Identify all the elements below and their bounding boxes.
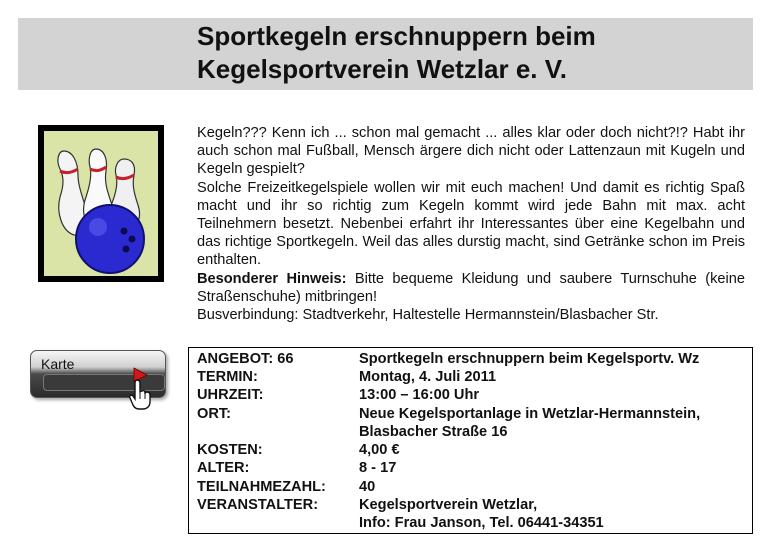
info-value-ort-2: Blasbacher Straße 16 — [359, 424, 508, 440]
info-value-angebot: Sportkegeln erschnuppern beim Kegelsportv. Wz — [359, 351, 700, 367]
info-box — [188, 347, 753, 534]
title-line-2: Kegelsportverein Wetzlar e. V. — [197, 54, 567, 84]
description-paragraph: Solche Freizeitkegelspiele wollen wir mit euch machen! Und damit es richtig Spaß macht und ihr so richtig zum Kegeln kommt wird jede Bahn mit max. acht Teilnehmern besetzt. Nebenbei erfahrt ihr Interessantes über eine Kegelbahn und das richtige Sportkegeln. Weil das alles durstig macht, sind Getränke schon im Preis enthalten. — [197, 179, 745, 269]
bowling-clipart — [38, 125, 164, 282]
info-value-uhrzeit: 13:00 – 16:00 Uhr — [359, 387, 480, 403]
info-value-termin: Montag, 4. Juli 2011 — [359, 369, 497, 385]
page-title — [197, 20, 747, 86]
info-key-uhrzeit: UHRZEIT: — [197, 387, 264, 403]
info-value-alter: 8 - 17 — [359, 460, 397, 476]
karte-button-label: Karte — [41, 356, 75, 372]
hint-label: Besonderer Hinweis: — [197, 270, 347, 287]
info-value-ort-1: Neue Kegelsportanlage in Wetzlar-Hermannstein, — [359, 406, 701, 422]
title-line-1: Sportkegeln erschnuppern beim — [197, 21, 596, 51]
hand-pointer-icon — [128, 378, 154, 410]
info-key-ort: ORT: — [197, 406, 232, 422]
clipart-background — [44, 131, 158, 276]
info-key-teilnahmezahl: TEILNAHMEZAHL: — [197, 479, 326, 495]
intro-paragraph: Kegeln??? Kenn ich ... schon mal gemacht ... alles klar oder doch nicht?!? Habt ihr auch schon mal Fußball, Mensch ärgere dich nicht oder Lattenzaun mit Kugeln und Kegeln gespielt? — [197, 125, 745, 178]
body-text — [197, 124, 745, 324]
hint-text: Bitte bequeme Kleidung und saubere Turnschuhe (keine Straßenschuhe) mitbringen! — [197, 270, 745, 305]
info-key-angebot: ANGEBOT: 66 — [197, 351, 294, 367]
info-value-veranstalter-1: Kegelsportverein Wetzlar, — [359, 497, 538, 513]
info-key-veranstalter: VERANSTALTER: — [197, 497, 319, 513]
bowling-ball-and-pins-icon — [44, 131, 158, 276]
info-value-teilnahmezahl: 40 — [359, 479, 376, 495]
bus-paragraph: Busverbindung: Stadtverkehr, Haltestelle Hermannstein/Blasbacher Str. — [197, 307, 659, 324]
info-key-termin: TERMIN: — [197, 369, 258, 385]
hint-paragraph — [197, 270, 745, 306]
info-value-kosten: 4,00 € — [359, 442, 400, 458]
info-value-veranstalter-2: Info: Frau Janson, Tel. 06441-34351 — [359, 515, 604, 531]
info-key-alter: ALTER: — [197, 460, 250, 476]
info-key-kosten: KOSTEN: — [197, 442, 263, 458]
